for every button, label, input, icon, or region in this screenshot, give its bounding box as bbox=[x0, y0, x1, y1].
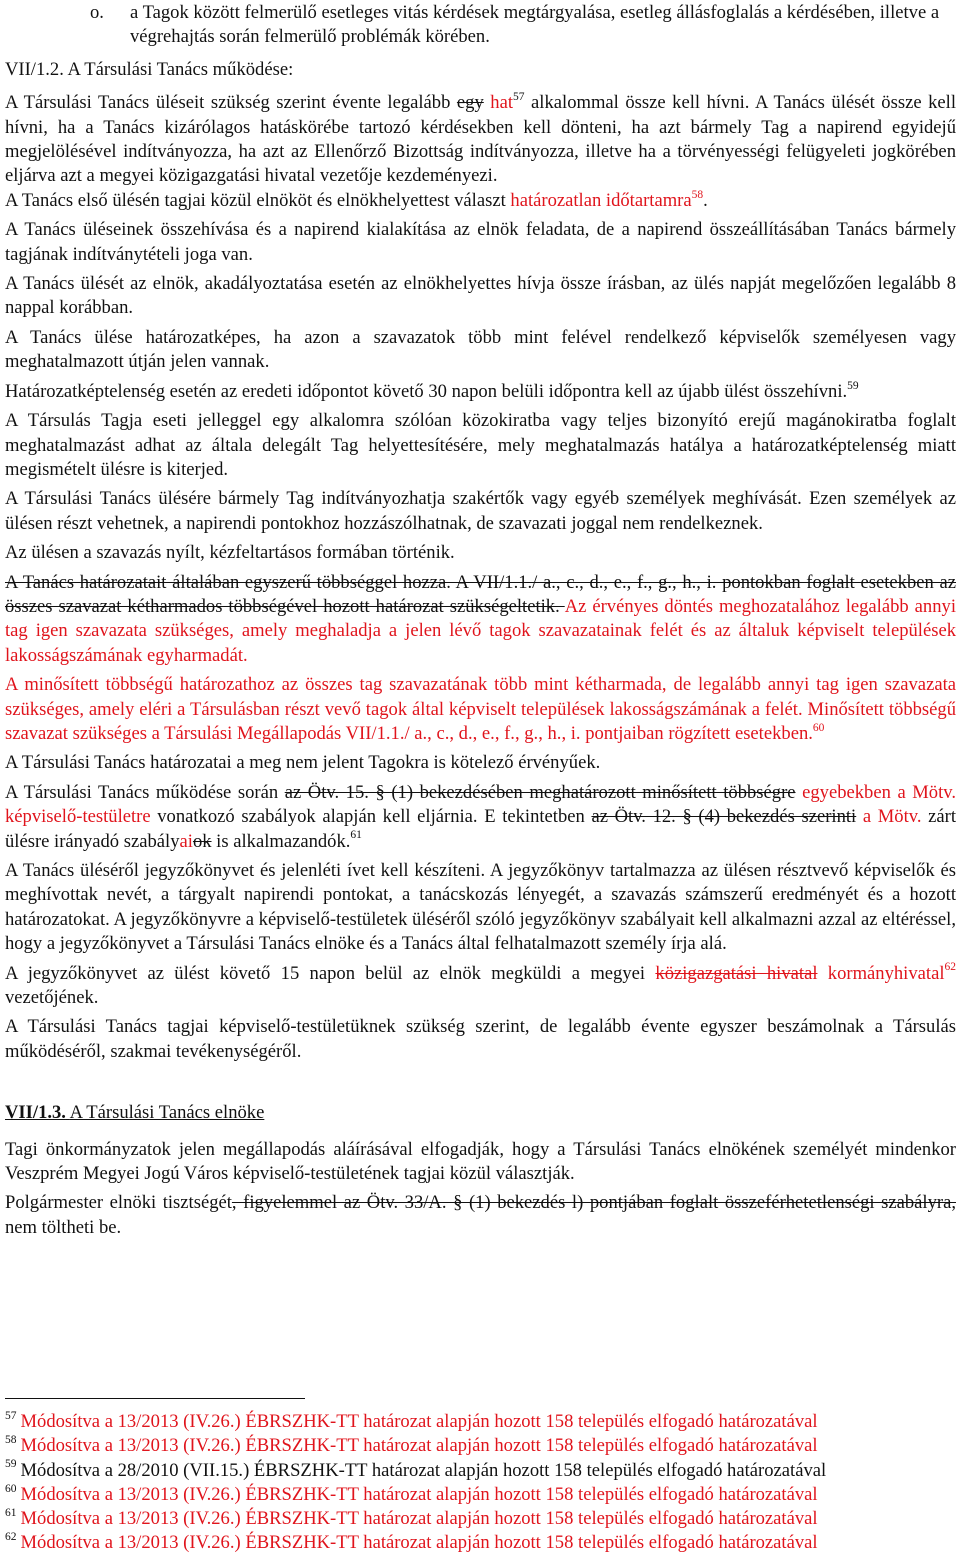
deleted-text: , figyelemmel az Ötv. 33/A. § (1) bekezdés l) pontjában foglalt összeférhetetlenségi szabályra, bbox=[231, 1192, 956, 1214]
footnotes bbox=[5, 1398, 956, 1556]
document-page bbox=[5, 0, 956, 1240]
text: A Tanács első ülésén tagjai közül elnököt és elnökhelyettest választ bbox=[5, 189, 511, 211]
text: A Társulási Tanács működése során bbox=[5, 781, 285, 803]
footnote bbox=[5, 1483, 956, 1507]
footnote-ref-59[interactable]: 59 bbox=[847, 379, 859, 392]
text: zárt ülésre irányadó szabály bbox=[5, 806, 956, 852]
text: Határozatképtelenség esetén az eredeti időpontot követő 30 napon belüli időpontra kell az újabb ülést összehívni. bbox=[5, 380, 848, 402]
deleted-text: közigazgatási hivatal bbox=[655, 962, 818, 984]
text: Polgármester elnöki tisztségét bbox=[5, 1192, 232, 1214]
paragraph-13 bbox=[5, 781, 956, 854]
paragraph-12: A Társulási Tanács határozatai a meg nem jelent Tagokra is kötelező érvényűek. bbox=[5, 752, 601, 774]
paragraph-8: A Társulási Tanács ülésére bármely Tag indítványozhatja szakértők vagy egyéb személyek meghívását. Ezen személyek az ülésen részt vehetnek, a napirendi pontokhoz hozzászólhatnak, de szavazati joggal nem rendelkeznek. bbox=[5, 488, 956, 534]
footnote-ref-58[interactable]: 58 bbox=[691, 188, 704, 201]
footnote-text: Módosítva a 13/2013 (IV.26.) ÉBRSZHK-TT határozat alapján hozott 158 település elfogadó határozatával bbox=[20, 1411, 818, 1432]
section-number: VII/1.3. bbox=[5, 1102, 66, 1124]
text: A Társulási Tanács üléseit szükség szerint évente legalább bbox=[5, 92, 457, 114]
list-item-o bbox=[5, 1, 956, 50]
footnote-ref-62[interactable]: 62 bbox=[944, 961, 956, 974]
footnote-ref-57[interactable]: 57 bbox=[513, 91, 525, 104]
section-heading-vii-1-3 bbox=[5, 1101, 956, 1125]
text: nem töltheti be. bbox=[5, 1216, 122, 1238]
footnote-separator bbox=[5, 1398, 305, 1399]
inserted-text: a bbox=[179, 830, 188, 852]
deleted-text: az Ötv. 15. § (1) bekezdésében meghatározott minősített többségre bbox=[284, 781, 796, 803]
paragraph-7: A Társulás Tagja eseti jelleggel egy alkalomra szólóan közokiratba vagy teljes bizonyító erejű magánokiratba foglalt meghatalmazást adhat az általa delegált Tag helyettesítésére, mely meghatalmazás hatálya a határozatképtelenség miatt megismételt ülésre is kiterjed. bbox=[5, 410, 956, 480]
inserted-text: határozatlan időtartamra bbox=[510, 189, 692, 211]
inserted-text: kormányhivatal bbox=[817, 962, 945, 984]
inserted-text: a Mötv. bbox=[856, 806, 922, 828]
footnote bbox=[5, 1434, 956, 1458]
footnote-text: Módosítva a 13/2013 (IV.26.) ÉBRSZHK-TT határozat alapján hozott 158 település elfogadó határozatával bbox=[20, 1508, 818, 1530]
paragraph-3: A Tanács üléseinek összehívása és a napirend kialakítása az elnök feladata, de a napirend összeállításában Tanács bármely tagjának indítványtételi joga van. bbox=[5, 219, 956, 265]
footnote bbox=[5, 1507, 956, 1531]
text: vonatkozó szabályok alapján kell eljárnia. E tekintetben bbox=[150, 806, 592, 828]
inserted-text: hat bbox=[483, 92, 514, 114]
footnote-text: Módosítva a 28/2010 (VII.15.) ÉBRSZHK-TT határozat alapján hozott 158 település elfogadó határozatával bbox=[20, 1459, 827, 1481]
paragraph-5: A Tanács ülése határozatképes, ha azon a szavazatok több mint felével rendelkező képviselők személyesen vagy meghatalmazott útján jelen vannak. bbox=[5, 326, 956, 373]
text: . bbox=[703, 189, 708, 211]
paragraph-17: Tagi önkormányzatok jelen megállapodás aláírásával elfogadják, hogy a Társulási Tanács elnökének személyét mindenkor Veszprém Megyei Jogú Város képviselő-testületének tagjai közül választják. bbox=[5, 1138, 956, 1185]
footnote-text: Módosítva a 13/2013 (IV.26.) ÉBRSZHK-TT határozat alapján hozott 158 település elfogadó határozatával bbox=[20, 1483, 818, 1505]
section-heading-vii-1-2 bbox=[5, 58, 956, 82]
footnote-number: 58 bbox=[5, 1434, 17, 1447]
paragraph-11 bbox=[5, 673, 956, 746]
footnote-number: 59 bbox=[5, 1458, 17, 1471]
inserted-text: A minősített többségű határozathoz az összes tag szavazatának több mint kétharmada, de legalább annyi tag igen szavazata szükséges, amely eléri a Társulásban részt vevő tagok által képviselt települések lakosságszámának a felét. Minősített többségű szavazat szükséges a Társulási Megállapodás VII/1.1./ a., c., d., e., f., g., h., i. pontjaiban rögzített esetekben. bbox=[5, 674, 956, 744]
section-title: A Társulási Tanács elnöke bbox=[69, 1102, 265, 1124]
paragraph-15 bbox=[5, 962, 956, 1011]
footnote-ref-61[interactable]: 61 bbox=[350, 829, 362, 842]
paragraph-18 bbox=[5, 1191, 956, 1240]
footnote-ref-60[interactable]: 60 bbox=[812, 721, 825, 734]
paragraph-9: Az ülésen a szavazás nyílt, kézfeltartásos formában történik. bbox=[5, 542, 455, 564]
paragraph-10 bbox=[5, 571, 956, 669]
inserted-text: egyebekben a Mötv. képviselő-testületre bbox=[5, 781, 956, 828]
footnote bbox=[5, 1531, 956, 1555]
text: vezetőjének. bbox=[5, 987, 99, 1009]
footnote-number: 61 bbox=[5, 1507, 17, 1519]
footnote-text: Módosítva a 13/2013 (IV.26.) ÉBRSZHK-TT határozat alapján hozott 158 település elfogadó határozatával bbox=[20, 1532, 818, 1554]
inserted-text: Az érvényes döntés meghozatalához legalább annyi tag igen szavazata szükséges, amely meghaladja a jelen lévő tagok szavazatainak felét és az általuk képviselt települések lakosságszámának egyharmadát. bbox=[5, 595, 956, 666]
deleted-text: egy bbox=[456, 92, 484, 114]
deleted-text: ok bbox=[192, 830, 212, 852]
deleted-text: az Ötv. 12. § (4) bekezdés szerinti bbox=[591, 806, 857, 828]
inserted-text: i bbox=[187, 830, 193, 852]
section-number: VII/1.2. bbox=[5, 58, 64, 80]
section-title: A Társulási Tanács működése: bbox=[67, 58, 294, 80]
paragraph-4: A Tanács ülését az elnök, akadályoztatása esetén az elnökhelyettes hívja össze írásban, az ülés napját megelőzően legalább 8 nappal korábban. bbox=[5, 273, 956, 319]
footnote-number: 57 bbox=[5, 1409, 17, 1422]
deleted-text: A Tanács határozatait általában egyszerű többséggel hozza. A VII/1.1./ a., c., d., e., f., g., h., i. pontokban foglalt esetekben az összes szavazat kétharmados többségével hozott határozat szükségeltetik. bbox=[5, 571, 956, 617]
paragraph-1 bbox=[5, 91, 956, 189]
footnote-number: 62 bbox=[5, 1531, 17, 1544]
list-item-text: a Tagok között felmerülő esetleges vitás kérdések megtárgyalása, esetleg állásfoglalás a kérdésében, illetve a végrehajtás során felmerülő problémák körében. bbox=[130, 2, 940, 48]
paragraph-16: A Társulási Tanács tagjai képviselő-testületüknek szükség szerint, de legalább évente egyszer beszámolnak a Társulás működéséről, szakmai tevékenységéről. bbox=[5, 1016, 956, 1062]
footnote bbox=[5, 1410, 956, 1434]
list-marker: o. bbox=[90, 2, 104, 23]
paragraph-2 bbox=[5, 189, 956, 213]
text: A jegyzőkönyvet az ülést követő 15 napon belül az elnök megküldi a megyei bbox=[5, 962, 656, 984]
footnote bbox=[5, 1459, 956, 1483]
footnote-text: Módosítva a 13/2013 (IV.26.) ÉBRSZHK-TT határozat alapján hozott 158 település elfogadó határozatával bbox=[20, 1435, 818, 1457]
footnote-number: 60 bbox=[5, 1482, 17, 1495]
text: is alkalmazandók. bbox=[211, 830, 351, 852]
text: alkalommal össze kell hívni. A Tanács ülését össze kell hívni, ha a Tanács kizárólagos hatáskörébe tartozó kérdésekben kell dönteni, ha azt bármely Tag a napirend egyidejű megjelölésével indítványozza, ha azt az Ellenőrző Bizottság indítványozza, illetve ha a törvényességi felügyeleti jogkörében eljárva azt a megyei közigazgatási hivatal vezetője kezdeményezi. bbox=[5, 92, 956, 187]
paragraph-6 bbox=[5, 380, 956, 404]
paragraph-14: A Tanács üléséről jegyzőkönyvet és jelenléti ívet kell készíteni. A jegyzőkönyv tartalmazza az ülésen résztvevő képviselők és meghívottak nevét, a tárgyalt napirendi pontokat, a tanácskozás lényegét, a szavazás számszerű eredményét és a hozott határozatokat. A jegyzőkönyvre a képviselő-testületek üléséről szóló jegyzőkönyv szabályait kell alkalmazni azzal az eltéréssel, hogy a jegyzőkönyvet a Társulási Tanács elnöke és a Tanács által felhatalmazott személy írja alá. bbox=[5, 860, 956, 955]
